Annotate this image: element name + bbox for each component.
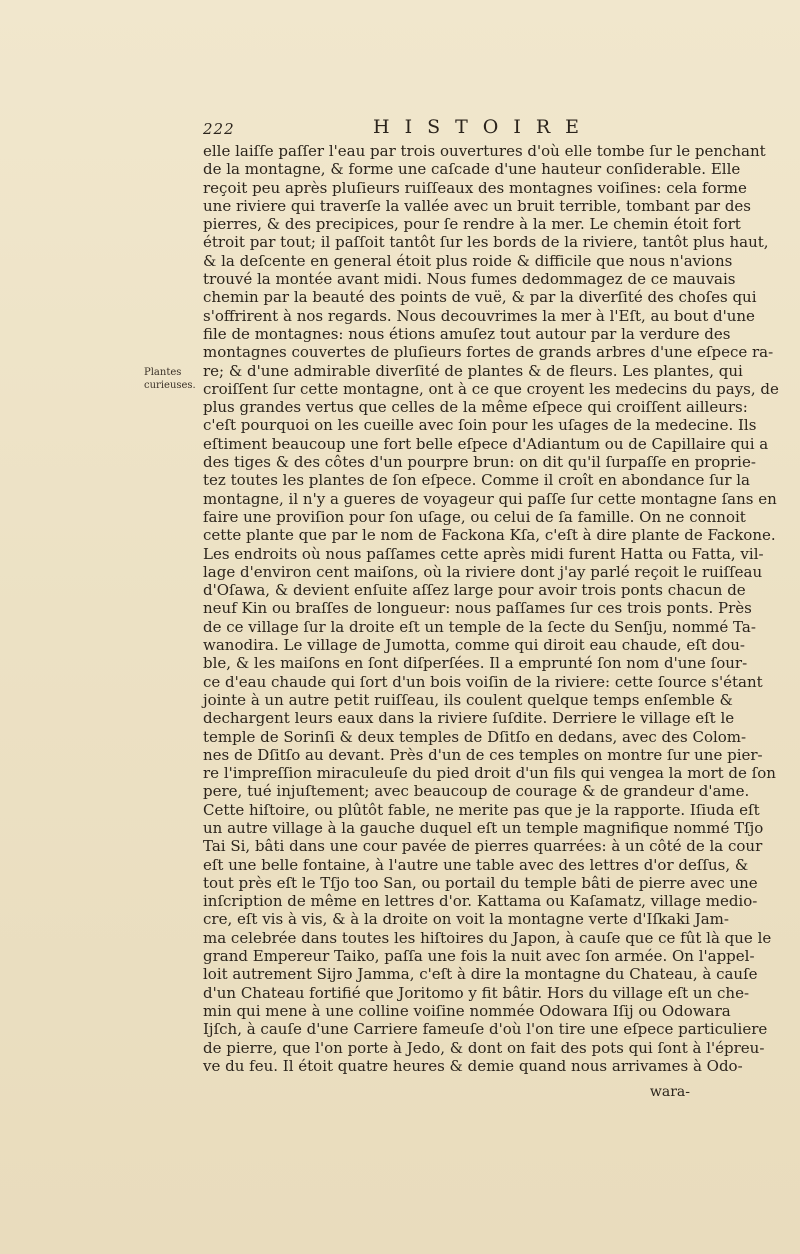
text-line: ce d'eau chaude qui ſort d'un bois voiſin de la riviere: cette ſource s'étant xyxy=(203,672,763,691)
text-line: ma celebrée dans toutes les hiſtoires du Japon, à cauſe que ce fût là que le xyxy=(203,928,772,947)
text-line: une riviere qui traverſe la vallée avec un bruit terrible, tombant par des xyxy=(203,196,752,215)
text-line: reçoit peu après pluſieurs ruiſſeaux des montagnes voiſines: cela forme xyxy=(203,178,747,197)
text-line: étroit par tout; il paſſoit tantôt ſur les bords de la riviere, tantôt plus haut, xyxy=(203,233,769,252)
text-line: d'un Chateau fortifié que Joritomo y fit bâtir. Hors du village eſt un che- xyxy=(203,983,750,1002)
text-line: dechargent leurs eaux dans la riviere ſuſdite. Derriere le village eſt le xyxy=(203,709,735,728)
text-line: faire une proviſion pour ſon uſage, ou celui de ſa famille. On ne connoit xyxy=(203,507,746,526)
text-line: loit autrement Sijro Jamma, c'eſt à dire la montagne du Chateau, à cauſe xyxy=(203,965,758,984)
text-line: montagne, il n'y a gueres de voyageur qui paſſe ſur cette montagne ſans en xyxy=(203,489,777,508)
text-line: ble, & les maiſons en ſont diſperſées. Il a emprunté ſon nom d'une ſour- xyxy=(203,654,748,673)
text-line: de la montagne, & forme une caſcade d'une hauteur conſiderable. Elle xyxy=(203,160,741,179)
text-line: pierres, & des precipices, pour ſe rendre à la mer. Le chemin étoit fort xyxy=(203,215,741,234)
text-line: eſtiment beaucoup une fort belle eſpece d'Adiantum ou de Capillaire qui a xyxy=(203,434,769,453)
text-line: des tiges & des côtes d'un pourpre brun: on dit qu'il ſurpaſſe en proprie- xyxy=(203,453,756,472)
text-line: neuf Kin ou braſſes de longueur: nous paſſames ſur ces trois ponts. Près xyxy=(203,599,752,618)
text-line: d'Oſawa, & devient enſuite aſſez large pour avoir trois ponts chacun de xyxy=(203,581,746,600)
text-line: inſcription de même en lettres d'or. Kattama ou Kaſamatz, village medio- xyxy=(203,892,758,911)
page-number: 222 xyxy=(203,120,235,138)
text-line: min qui mene à une colline voiſine nommée Odowara Iſij ou Odowara xyxy=(203,1001,731,1020)
text-line: Les endroits où nous paſſames cette après midi furent Hatta ou Fatta, vil- xyxy=(203,544,764,563)
text-line: nes de Dſitſo au devant. Près d'un de ces temples on montre ſur une pier- xyxy=(203,745,763,764)
text-line: Ijſch, à cauſe d'une Carriere fameuſe d'où l'on tire une eſpece particuliere xyxy=(203,1020,768,1039)
page-header xyxy=(203,116,690,140)
text-line: & la deſcente en general étoit plus roide & difficile que nous n'avions xyxy=(203,251,733,270)
text-line: Cette hiſtoire, ou plûtôt fable, ne merite pas que je la rapporte. Iſiuda eſt xyxy=(203,800,760,819)
text-line: tout près eſt le Tſjo too San, ou portail du temple bâti de pierre avec une xyxy=(203,873,758,892)
catchword: wara- xyxy=(649,1084,690,1100)
text-line: Tai Si, bâti dans une cour pavée de pierres quarrées: à un côté de la cour xyxy=(203,837,763,856)
text-line: chemin par la beauté des points de vuë, & par la diverſité des choſes qui xyxy=(203,288,757,307)
margin-note: Plantes curieuses. xyxy=(144,367,196,391)
text-line: de ce village ſur la droite eſt un temple de la ſecte du Senſju, nommé Ta- xyxy=(203,617,756,636)
text-line: tez toutes les plantes de ſon eſpece. Comme il croît en abondance ſur la xyxy=(203,471,751,490)
text-line: file de montagnes: nous étions amuſez tout autour par la verdure des xyxy=(203,324,731,343)
text-line: lage d'environ cent maiſons, où la riviere dont j'ay parlé reçoit le ruiſſeau xyxy=(203,562,763,581)
text-line: jointe à un autre petit ruiſſeau, ils coulent quelque temps enſemble & xyxy=(203,690,733,709)
text-line: montagnes couvertes de pluſieurs fortes de grands arbres d'une eſpece ra- xyxy=(203,343,774,362)
text-line: ve du feu. Il étoit quatre heures & demie quand nous arrivames à Odo- xyxy=(203,1056,743,1075)
text-line: de pierre, que l'on porte à Jedo, & dont on fait des pots qui ſont à l'épreu- xyxy=(203,1038,765,1057)
running-title: HISTOIRE xyxy=(373,116,595,138)
text-line: wanodira. Le village de Jumotta, comme qui diroit eau chaude, eſt dou- xyxy=(203,636,745,655)
text-line: eſt une belle fontaine, à l'autre une table avec des lettres d'or deſſus, & xyxy=(203,855,749,874)
text-line: cette plante que par le nom de Fackona Kſa, c'eſt à dire plante de Fackone. xyxy=(203,526,776,545)
text-line: elle laiſſe paſſer l'eau par trois ouvertures d'où elle tombe ſur le penchant xyxy=(203,142,766,160)
text-line: trouvé la montée avant midi. Nous fumes dedommagez de ce mauvais xyxy=(203,270,736,289)
text-line: c'eſt pourquoi on les cueille avec ſoin pour les uſages de la medecine. Ils xyxy=(203,416,757,435)
text-line: temple de Sorinſi & deux temples de Dſitſo en dedans, avec des Colom- xyxy=(203,727,747,746)
text-line: un autre village à la gauche duquel eſt un temple magnifique nommé Tſjo xyxy=(203,818,764,837)
text-line: pere, tué injuſtement; avec beaucoup de courage & de grandeur d'ame. xyxy=(203,782,750,801)
text-line: re l'impreſſion miraculeuſe du pied droit d'un fils qui vengea la mort de ſon xyxy=(203,764,776,783)
text-line: croiſſent ſur cette montagne, ont à ce que croyent les medecins du pays, de xyxy=(203,379,779,398)
text-line: re; & d'une admirable diverſité de plantes & de fleurs. Les plantes, qui xyxy=(203,361,743,380)
text-line: grand Empereur Taiko, paſſa une fois la nuit avec ſon armée. On l'appel- xyxy=(203,947,755,966)
text-line: plus grandes vertus que celles de la même eſpece qui croiſſent ailleurs: xyxy=(203,398,748,417)
body-text xyxy=(203,142,779,1075)
text-line: cre, eſt vis à vis, & à la droite on voit la montagne verte d'Iſkaki Jam- xyxy=(203,910,729,929)
text-line: s'offrirent à nos regards. Nous decouvrimes la mer à l'Eſt, au bout d'une xyxy=(203,306,755,325)
